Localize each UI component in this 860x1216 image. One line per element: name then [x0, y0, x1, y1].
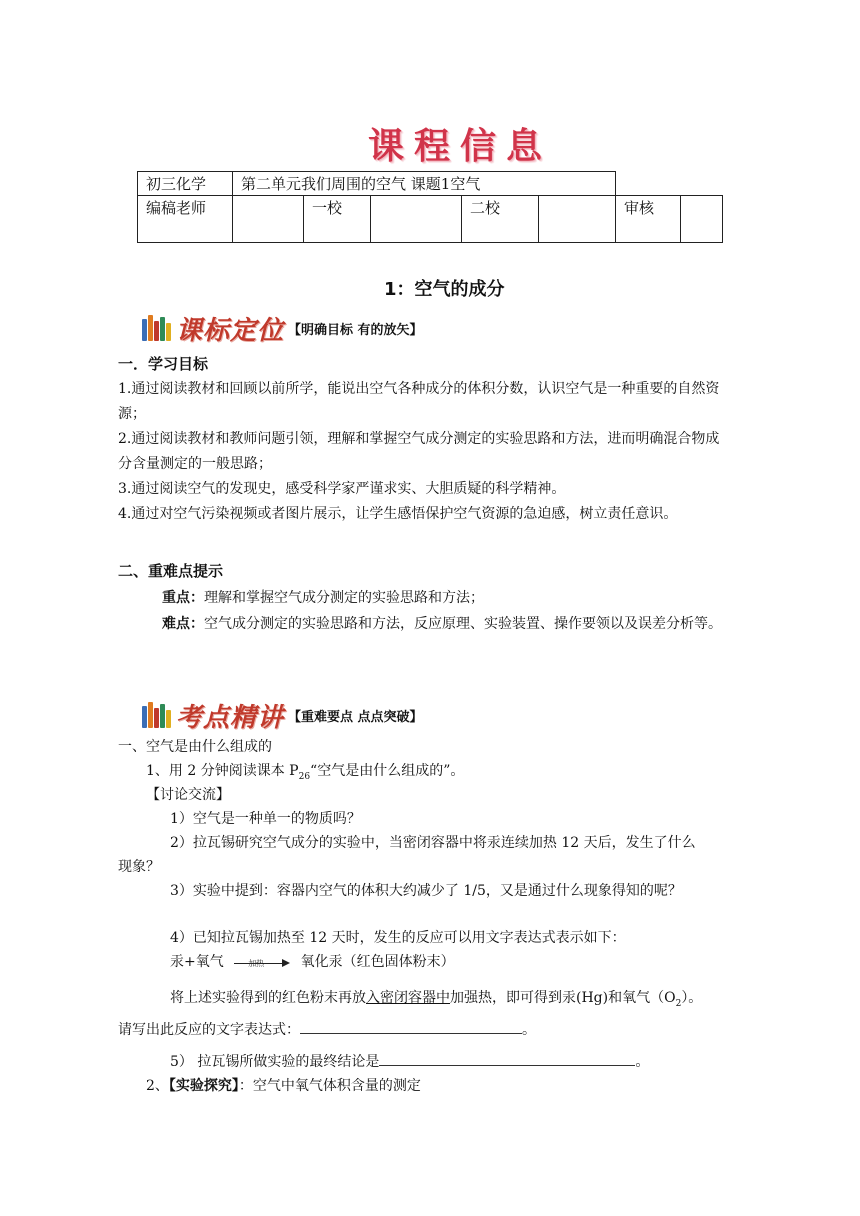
equation-products: 氧化汞（红色固体粉末）	[300, 954, 455, 970]
word-equation	[170, 950, 455, 975]
question-heading: 一、空气是由什么组成的	[118, 739, 272, 755]
experiment-label: 【实验探究】	[168, 1078, 239, 1094]
editor-value	[233, 196, 304, 243]
answer-blank[interactable]	[379, 1051, 635, 1066]
question-5-text: 5） 拉瓦锡所做实验的最终结论是	[170, 1054, 380, 1070]
review-value	[681, 196, 723, 243]
school2-value	[539, 196, 616, 243]
question-1: 1）空气是一种单一的物质吗？	[170, 811, 361, 827]
banner-title: 考点精讲	[176, 702, 285, 733]
subject-cell: 初三化学	[138, 172, 233, 196]
goals-list	[118, 377, 730, 527]
review-label: 审核	[616, 196, 681, 243]
write-prompt-end: 。	[522, 1022, 536, 1038]
reading-task-topic: “空气是由什么组成的”。	[310, 763, 465, 779]
banner-title: 课标定位	[176, 315, 285, 346]
oxygen-subscript: 2	[675, 998, 682, 1009]
table-row	[138, 196, 723, 243]
editor-label: 编稿老师	[138, 196, 233, 243]
school1-value	[371, 196, 462, 243]
school2-label: 二校	[462, 196, 539, 243]
keypoints-heading: 二、重难点提示	[118, 562, 224, 580]
banner-subtitle: 【重难要点 点点突破】	[288, 709, 423, 725]
reverse-reaction	[170, 986, 702, 1017]
key-label: 重点：	[162, 590, 204, 606]
table-row	[138, 172, 723, 196]
page-subscript: 26	[298, 771, 311, 782]
reverse-text-underlined: 入密闭容器中	[366, 990, 450, 1006]
question-3: 3）实验中提到：容器内空气的体积大约减少了 1/5，又是通过什么现象得知的呢？	[170, 883, 682, 899]
reverse-text-b: 加强热，即可得到汞(Hg)和氧气（O	[450, 990, 676, 1006]
discussion-label: 【讨论交流】	[146, 787, 230, 803]
question-5	[170, 1050, 649, 1075]
experiment-heading	[146, 1074, 421, 1099]
key-point	[162, 586, 484, 611]
banner-exam-points	[142, 697, 423, 733]
question-5-end: 。	[635, 1054, 650, 1070]
section-title: 1：空气的成分	[384, 279, 505, 300]
question-4: 4）已知拉瓦锡加热至 12 天时，发生的反应可以用文字表达式表示如下：	[170, 930, 626, 946]
experiment-number: 2、	[146, 1078, 169, 1094]
reverse-text-a: 将上述实验得到的红色粉末再放	[170, 990, 366, 1006]
reverse-text-c: ）。	[681, 990, 703, 1006]
difficulty-label: 难点：	[162, 616, 204, 632]
question-2-cont: 现象？	[118, 859, 160, 875]
banner-subtitle: 【明确目标 有的放矢】	[288, 322, 423, 338]
difficulty-text: 空气成分测定的实验思路和方法，反应原理、实验装置、操作要领以及误差分析等。	[204, 616, 722, 632]
books-icon	[142, 315, 172, 341]
goal-item: 1.通过阅读教材和回顾以前所学，能说出空气各种成分的体积分数，认识空气是一种重要的自然资源；	[118, 381, 720, 422]
reaction-arrow-icon	[234, 955, 290, 969]
difficulty-point	[118, 612, 730, 637]
banner-curriculum	[142, 310, 423, 346]
page-title: 课程信息	[368, 126, 553, 167]
reading-task-text: 1、用 2 分钟阅读课本 P	[146, 763, 299, 779]
goal-item: 3.通过阅读空气的发现史，感受科学家严谨求实、大胆质疑的科学精神。	[118, 481, 566, 497]
reaction-condition: 加热	[248, 959, 265, 968]
answer-blank[interactable]	[300, 1019, 522, 1034]
course-info-table	[137, 171, 723, 243]
equation-reactants: 汞+氧气	[170, 954, 224, 970]
books-icon	[142, 702, 172, 728]
question-2: 2）拉瓦锡研究空气成分的实验中，当密闭容器中将汞连续加热 12 天后，发生了什么	[170, 835, 696, 851]
write-prompt-text: 请写出此反应的文字表达式：	[118, 1022, 300, 1038]
key-text: 理解和掌握空气成分测定的实验思路和方法；	[204, 590, 484, 606]
experiment-topic: ：空气中氧气体积含量的测定	[238, 1078, 421, 1094]
goal-item: 4.通过对空气污染视频或者图片展示，让学生感悟保护空气资源的急迫感，树立责任意识。	[118, 506, 678, 522]
unit-cell: 第二单元我们周围的空气 课题1空气	[233, 172, 616, 196]
write-prompt	[118, 1018, 536, 1043]
goal-item: 2.通过阅读教材和教师问题引领，理解和掌握空气成分测定的实验思路和方法，进而明确混合物成分含量测定的一般思路；	[118, 431, 720, 472]
goals-heading: 一．学习目标	[118, 355, 209, 373]
school1-label: 一校	[304, 196, 371, 243]
